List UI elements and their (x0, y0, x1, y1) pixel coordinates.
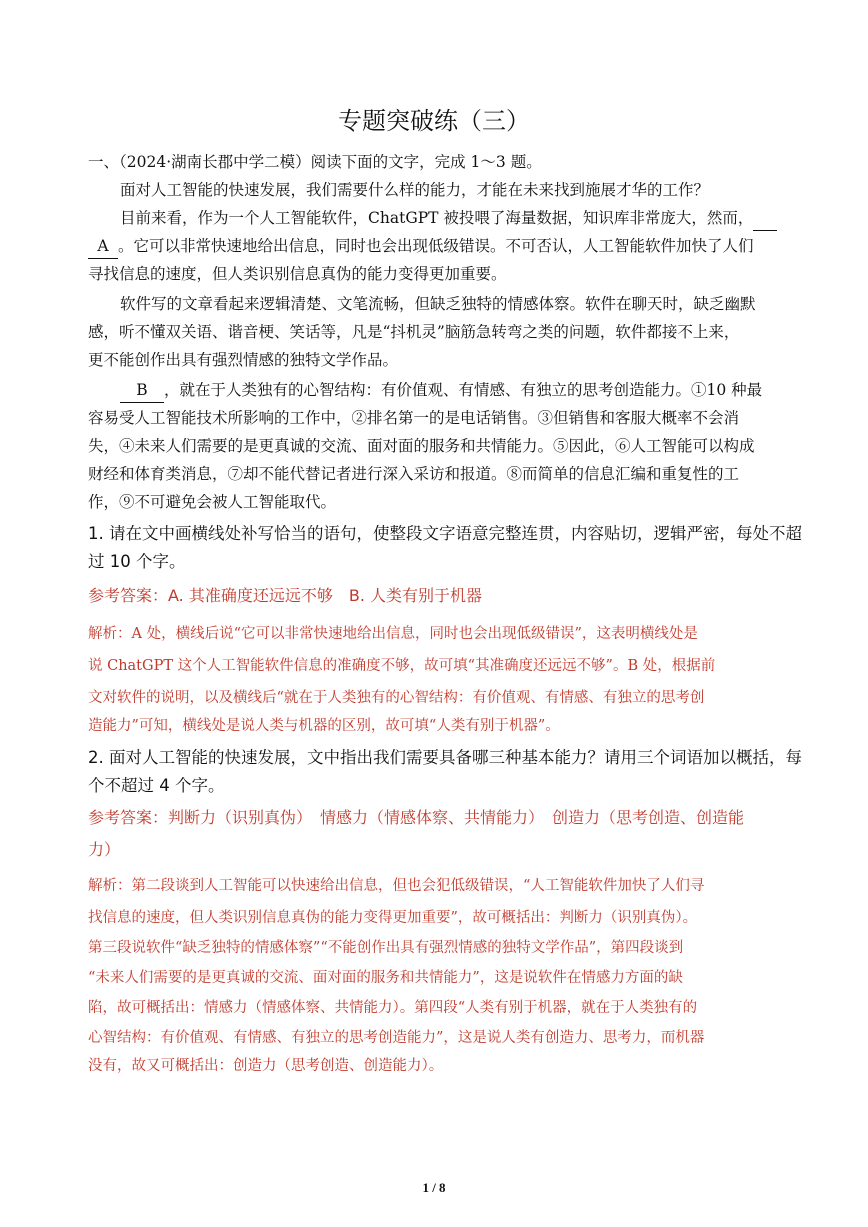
section-header: 一、（2024·湖南长郡中学二模）阅读下面的文字，完成 1～3 题。 (88, 153, 542, 171)
passage-paragraph-2-line-1 (120, 206, 780, 231)
question-2-explanation-line-2: 找信息的速度，但人类识别信息真伪的能力变得更加重要”，故可概括出：判断力（识别真伪）。 (88, 910, 698, 926)
question-2-answer-line-1: 参考答案：判断力（识别真伪） 情感力（情感体察、共情能力） 创造力（思考创造、创造能 (88, 808, 745, 827)
page-title: 专题突破练（三） (338, 107, 530, 135)
question-1-explanation-line-1: 解析：A 处，横线后说“它可以非常快速地给出信息，同时也会出现低级错误”，这表明横线处是 (88, 626, 698, 642)
passage-text: 。它可以非常快速地给出信息，同时也会出现低级错误。不可否认，人工智能软件加快了人们 (118, 237, 754, 255)
question-1-answer: 参考答案：A. 其准确度还远远不够 B. 人类有别于机器 (88, 586, 482, 605)
question-2-explanation-line-6: 心智结构：有价值观、有情感、有独立的思考创造能力”，这是说人类有创造力、思考力，而机器 (88, 1030, 705, 1046)
question-1-line-1: 1. 请在文中画横线处补写恰当的语句，使整段文字语意完整连贯，内容贴切，逻辑严密，每处不超 (88, 524, 802, 543)
passage-paragraph-4-line-5: 作，⑨不可避免会被人工智能取代。 (88, 493, 337, 511)
passage-text: 目前来看，作为一个人工智能软件，ChatGPT 被投喂了海量数据，知识库非常庞大，然而， (120, 209, 754, 227)
passage-paragraph-4-line-2: 容易受人工智能技术所影响的工作中，②排名第一的是电话销售。③但销售和客服大概率不会消 (88, 409, 740, 427)
passage-paragraph-4-line-1 (120, 378, 780, 403)
blank-a-lead (753, 206, 777, 231)
passage-paragraph-2-line-3: 寻找信息的速度，但人类识别信息真伪的能力变得更加重要。 (88, 265, 507, 283)
passage-paragraph-3-line-3: 更不能创作出具有强烈情感的独特文学作品。 (88, 351, 399, 369)
question-1-explanation-line-3: 文对软件的说明，以及横线后“就在于人类独有的心智结构：有价值观、有情感、有独立的思考创 (88, 690, 705, 706)
passage-text: ，就在于人类独有的心智结构：有价值观、有情感、有独立的思考创造能力。①10 种最 (164, 381, 763, 399)
question-2-line-1: 2. 面对人工智能的快速发展，文中指出我们需要具备哪三种基本能力？请用三个词语加以概括，每 (88, 748, 802, 767)
question-2-answer-line-2: 力） (88, 840, 121, 859)
question-2-explanation-line-3: 第三段说软件“缺乏独特的情感体察”“不能创作出具有强烈情感的独特文学作品”，第四段谈到 (88, 940, 684, 956)
question-2-line-2: 个不超过 4 个字。 (88, 776, 225, 795)
blank-b: B (120, 378, 164, 403)
question-2-explanation-line-1: 解析：第二段谈到人工智能可以快速给出信息，但也会犯低级错误，“人工智能软件加快了人们寻 (88, 878, 705, 894)
passage-paragraph-3-line-1: 软件写的文章看起来逻辑清楚、文笔流畅，但缺乏独特的情感体察。软件在聊天时，缺乏幽默 (120, 295, 756, 313)
question-1-line-2: 过 10 个字。 (88, 552, 186, 571)
passage-paragraph-4-line-4: 财经和体育类消息，⑦却不能代替记者进行深入采访和报道。⑧而简单的信息汇编和重复性的工 (88, 465, 740, 483)
blank-a: A (88, 234, 118, 259)
page-number: 1 / 8 (422, 1180, 446, 1195)
question-1-explanation-line-4: 造能力”可知，横线处是说人类与机器的区别，故可填“人类有别于机器”。 (88, 718, 560, 734)
question-2-explanation-line-4: “未来人们需要的是更真诚的交流、面对面的服务和共情能力”，这是说软件在情感力方面的缺 (88, 970, 683, 986)
passage-paragraph-3-line-2: 感，听不懂双关语、谐音梗、笑话等，凡是“抖机灵”脑筋急转弯之类的问题，软件都接不上来， (88, 323, 740, 341)
question-1-explanation-line-2: 说 ChatGPT 这个人工智能软件信息的准确度不够，故可填“其准确度还远远不够”。B 处，根据前 (88, 658, 716, 674)
question-2-explanation-line-7: 没有，故又可概括出：创造力（思考创造、创造能力）。 (88, 1058, 444, 1074)
passage-paragraph-1: 面对人工智能的快速发展，我们需要什么样的能力，才能在未来找到施展才华的工作？ (120, 181, 710, 199)
passage-paragraph-2-line-2 (88, 234, 780, 259)
passage-paragraph-4-line-3: 失，④未来人们需要的是更真诚的交流、面对面的服务和共情能力。⑤因此，⑥人工智能可以构成 (88, 437, 755, 455)
question-2-explanation-line-5: 陷，故可概括出：情感力（情感体察、共情能力）。第四段“人类有别于机器，就在于人类独有的 (88, 1000, 698, 1016)
